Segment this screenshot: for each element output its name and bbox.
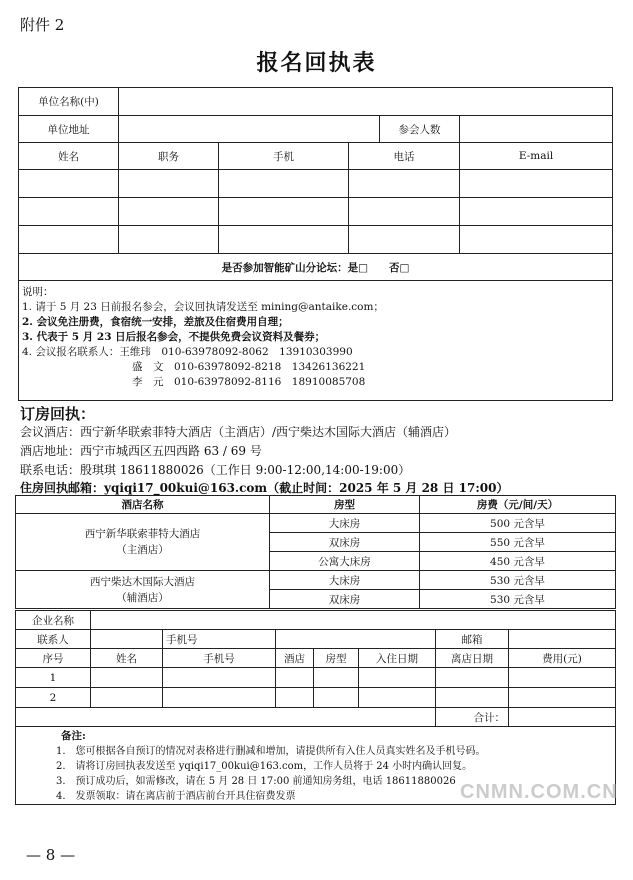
- cell[interactable]: [436, 688, 509, 708]
- cell[interactable]: [349, 198, 460, 226]
- table-row: [19, 226, 613, 254]
- room-type: 双床房: [270, 533, 420, 552]
- remark-item: 2. 请将订房回执表发送至 yqiqi17_00kui@163.com，工作人员将于 24 小时内确认回复。: [56, 761, 473, 772]
- booking-title: 订房回执：: [20, 405, 96, 423]
- attendee-count-input[interactable]: [460, 116, 613, 143]
- cell[interactable]: [119, 198, 219, 226]
- unit-address-input[interactable]: [119, 116, 380, 143]
- unit-name-label: 单位名称(中): [19, 88, 119, 116]
- note-item: 4. 会议报名联系人：王维玮 010-63978092-8062 13910303990: [22, 346, 353, 358]
- hotel-header-room: 房型: [270, 496, 420, 514]
- cell[interactable]: [460, 170, 613, 198]
- contact-label: 联系人: [16, 630, 91, 649]
- row-index: 2: [16, 688, 91, 708]
- room-type: 公寓大床房: [270, 552, 420, 571]
- remark-item: 4. 发票领取：请在离店前于酒店前台开具住宿费发票: [56, 791, 296, 802]
- cell[interactable]: [19, 170, 119, 198]
- forum-question[interactable]: 是否参加智能矿山分论坛：是□ 否□: [19, 254, 613, 281]
- notes-title: 说明：: [22, 286, 54, 298]
- email-label: 邮箱: [436, 630, 509, 649]
- secondary-hotel: [16, 571, 270, 609]
- booking-email[interactable]: yqiqi17_00kui@163.com: [104, 481, 268, 495]
- order-col-name: 姓名: [91, 649, 163, 668]
- cell[interactable]: [91, 688, 163, 708]
- booking-venue: 会议酒店：西宁新华联索菲特大酒店（主酒店）/西宁柴达木国际大酒店（辅酒店）: [20, 425, 457, 439]
- order-col-fee: 费用(元): [509, 649, 616, 668]
- watermark: CNMN.COM.CN: [460, 781, 618, 803]
- cell[interactable]: [219, 170, 349, 198]
- order-col-checkin: 入住日期: [359, 649, 436, 668]
- booking-email-label: 住房回执邮箱：: [20, 481, 105, 495]
- col-mobile: 手机: [219, 143, 349, 170]
- booking-phone: 联系电话：殷琪琪 18611880026（工作日 9:00-12:00,14:00-19:00）: [20, 463, 411, 477]
- notes-box: [19, 281, 613, 401]
- unit-address-label: 单位地址: [19, 116, 119, 143]
- room-price: 530 元含早: [420, 590, 616, 609]
- company-input[interactable]: [91, 611, 616, 630]
- cell[interactable]: [91, 668, 163, 688]
- cell[interactable]: [359, 688, 436, 708]
- cell[interactable]: [276, 688, 314, 708]
- cell[interactable]: [314, 688, 359, 708]
- room-price: 550 元含早: [420, 533, 616, 552]
- remark-item: 3. 预订成功后，如需修改，请在 5 月 28 日 17:00 前通知房务组，电话 18611880026: [56, 776, 456, 787]
- unit-name-input[interactable]: [119, 88, 613, 116]
- hotel-header-name: 酒店名称: [16, 496, 270, 514]
- cell[interactable]: [349, 226, 460, 254]
- order-col-room: 房型: [314, 649, 359, 668]
- col-name: 姓名: [19, 143, 119, 170]
- mobile-label: 手机号: [163, 630, 276, 649]
- room-price: 530 元含早: [420, 571, 616, 590]
- hotels-table: [15, 495, 616, 609]
- cell[interactable]: [19, 198, 119, 226]
- cell[interactable]: [436, 668, 509, 688]
- hotel-header-price: 房费（元/间/天）: [420, 496, 616, 514]
- cell[interactable]: [359, 668, 436, 688]
- note-contact: 盛 文 010-63978092-8218 13426136221: [132, 361, 366, 373]
- cell[interactable]: [509, 668, 616, 688]
- remark-item: 1. 您可根据各自预订的情况对表格进行删减和增加，请提供所有入住人员真实姓名及手机号码。: [56, 746, 486, 757]
- total-label: 合计：: [436, 708, 509, 727]
- company-label: 企业名称: [16, 611, 91, 630]
- cell[interactable]: [163, 688, 276, 708]
- main-hotel-name: 西宁新华联索菲特大酒店: [84, 528, 201, 540]
- room-type: 大床房: [270, 514, 420, 533]
- table-row: [16, 688, 616, 708]
- order-col-hotel: 酒店: [276, 649, 314, 668]
- booking-deadline: （截止时间：2025 年 5 月 28 日 17:00）: [267, 481, 509, 495]
- secondary-hotel-tag: （辅酒店）: [116, 591, 169, 604]
- page-title: 报名回执表: [256, 50, 377, 76]
- contact-input[interactable]: [91, 630, 163, 649]
- email-input[interactable]: [509, 630, 616, 649]
- room-price: 450 元含早: [420, 552, 616, 571]
- booking-email-line: [20, 479, 508, 496]
- cell[interactable]: [460, 226, 613, 254]
- order-table: [15, 610, 616, 805]
- col-phone: 电话: [349, 143, 460, 170]
- attachment-label: 附件 2: [20, 16, 65, 34]
- page-number: — 8 —: [26, 846, 76, 864]
- attendee-count-label: 参会人数: [380, 116, 460, 143]
- order-col-mobile: 手机号: [163, 649, 276, 668]
- registration-table: [18, 87, 613, 401]
- note-contact: 李 元 010-63978092-8116 18910085708: [132, 376, 366, 388]
- room-type: 大床房: [270, 571, 420, 590]
- room-price: 500 元含早: [420, 514, 616, 533]
- col-position: 职务: [119, 143, 219, 170]
- cell[interactable]: [19, 226, 119, 254]
- note-item: 1. 请于 5 月 23 日前报名参会，会议回执请发送至 mining@antaike.com；: [22, 301, 384, 313]
- cell[interactable]: [119, 170, 219, 198]
- booking-address: 酒店地址：西宁市城西区五四西路 63 / 69 号: [20, 444, 262, 458]
- room-type: 双床房: [270, 590, 420, 609]
- order-col-checkout: 离店日期: [436, 649, 509, 668]
- total-spacer: [16, 708, 436, 727]
- table-row: [16, 668, 616, 688]
- cell[interactable]: [509, 688, 616, 708]
- row-index: 1: [16, 668, 91, 688]
- col-email: E-mail: [460, 143, 613, 170]
- remarks-title: 备注:: [61, 730, 86, 742]
- table-row: [19, 170, 613, 198]
- secondary-hotel-name: 西宁柴达木国际大酒店: [90, 575, 195, 588]
- cell[interactable]: [163, 668, 276, 688]
- main-hotel: [16, 514, 270, 571]
- main-hotel-tag: （主酒店）: [116, 544, 169, 556]
- cell[interactable]: [119, 226, 219, 254]
- cell[interactable]: [314, 668, 359, 688]
- total-input[interactable]: [509, 708, 616, 727]
- note-item: 3. 代表于 5 月 23 日后报名参会，不提供免费会议资料及餐券；: [22, 331, 326, 343]
- cell[interactable]: [276, 668, 314, 688]
- cell[interactable]: [349, 170, 460, 198]
- cell[interactable]: [460, 198, 613, 226]
- mobile-input[interactable]: [276, 630, 436, 649]
- table-row: [19, 198, 613, 226]
- order-col-index: 序号: [16, 649, 91, 668]
- note-item: 2. 会议免注册费，食宿统一安排，差旅及住宿费用自理；: [22, 316, 289, 328]
- cell[interactable]: [219, 226, 349, 254]
- cell[interactable]: [219, 198, 349, 226]
